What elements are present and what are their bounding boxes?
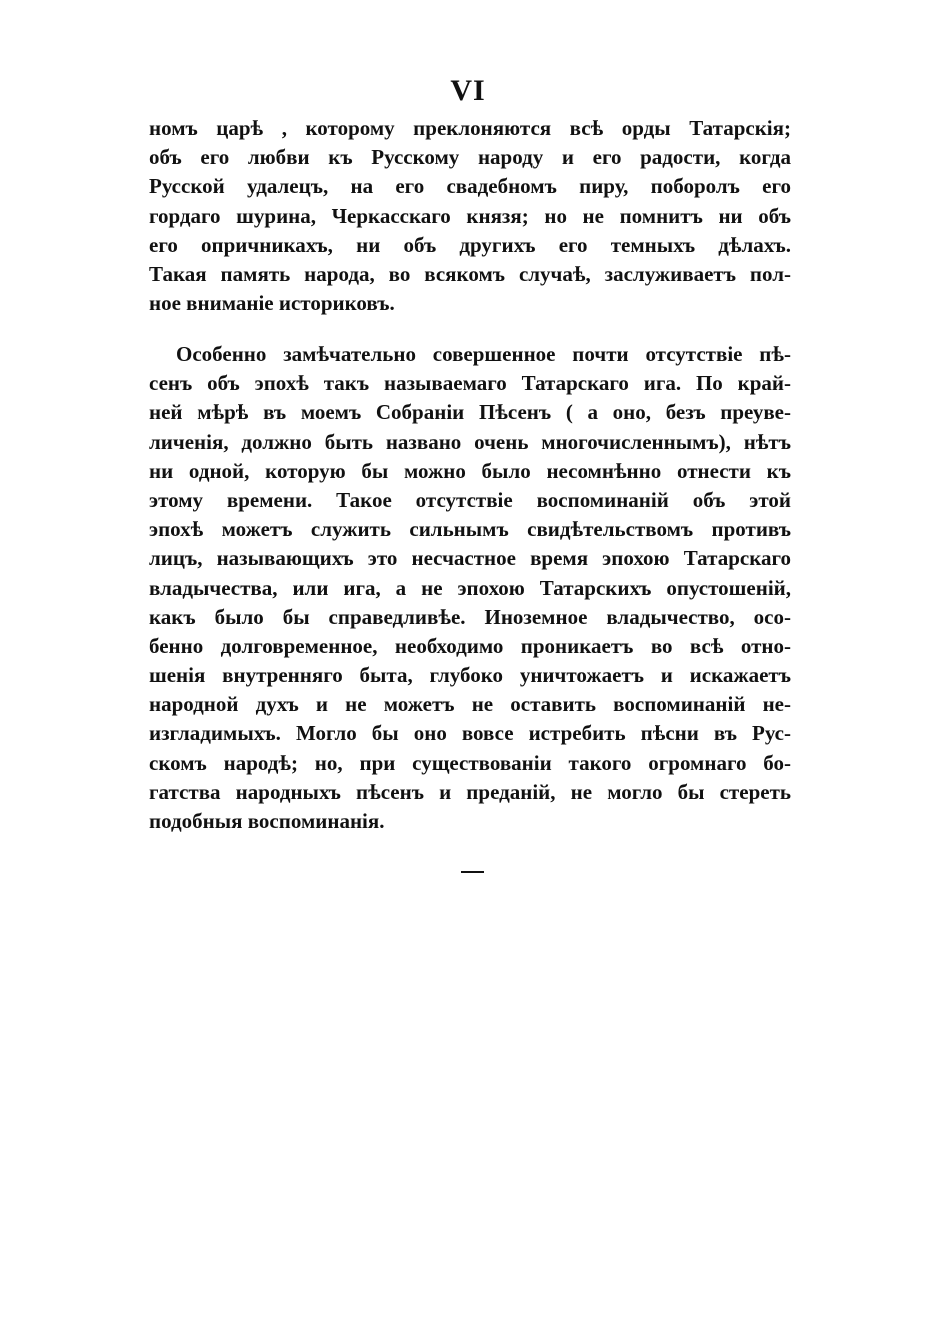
text-line: этому времени. Такое отсутствіе воспоминаній объ этой <box>149 487 791 512</box>
paragraph-2 <box>149 340 791 836</box>
text-line: эпохѣ можетъ служить сильнымъ свидѣтельствомъ противъ <box>149 517 791 542</box>
text-line: гордаго шурина, Черкасскаго князя; но не помнитъ ни объ <box>149 203 791 228</box>
text-line: владычества, или ига, а не эпохою Татарскихъ опустошеній, <box>149 575 791 600</box>
text-line: личенія, должно быть названо очень многочисленнымъ), нѣтъ <box>149 429 791 454</box>
text-line: лицъ, называющихъ это несчастное время эпохою Татарскаго <box>149 546 791 571</box>
section-rule <box>461 871 484 873</box>
text-line: сенъ объ эпохѣ такъ называемаго Татарскаго ига. По край- <box>149 371 791 396</box>
text-line: скомъ народѣ; но, при существованіи такого огромнаго бо- <box>149 750 791 775</box>
text-line: Русской удалецъ, на его свадебномъ пиру, поборолъ его <box>149 174 791 199</box>
text-line: Особенно замѣчательно совершенное почти отсутствіе пѣ- <box>176 342 791 366</box>
text-line: объ его любви къ Русскому народу и его радости, когда <box>149 145 791 170</box>
text-line: подобныя воспоминанія. <box>149 809 385 833</box>
text-line: Такая память народа, во всякомъ случаѣ, заслуживаетъ пол- <box>149 261 791 286</box>
text-line: гатства народныхъ пѣсенъ и преданій, не могло бы стереть <box>149 779 791 804</box>
text-line: ней мѣрѣ въ моемъ Собраніи Пѣсенъ ( а оно, безъ преуве- <box>149 400 791 425</box>
text-line: какъ было бы справедливѣе. Иноземное владычество, осо- <box>149 604 791 629</box>
page-number: VI <box>450 74 486 107</box>
text-line: народной духъ и не можетъ не оставить воспоминаній не- <box>149 692 791 717</box>
text-line: ное вниманіе историковъ. <box>149 291 395 316</box>
text-line: бенно долговременное, необходимо проникаетъ во всѣ отно- <box>149 633 791 658</box>
text-line: номъ царѣ , которому преклоняются всѣ орды Татарскія; <box>149 116 791 140</box>
text-line: шенія внутренняго быта, глубоко уничтожаетъ и искажаетъ <box>149 663 791 688</box>
text-line: его опричникахъ, ни объ другихъ его темныхъ дѣлахъ. <box>149 232 791 257</box>
paragraph-1 <box>149 114 791 318</box>
text-line: ни одной, которую бы можно было несомнѣнно отнести къ <box>149 458 791 483</box>
text-line: изгладимыхъ. Могло бы оно вовсе истребить пѣсни въ Рус- <box>149 721 791 746</box>
